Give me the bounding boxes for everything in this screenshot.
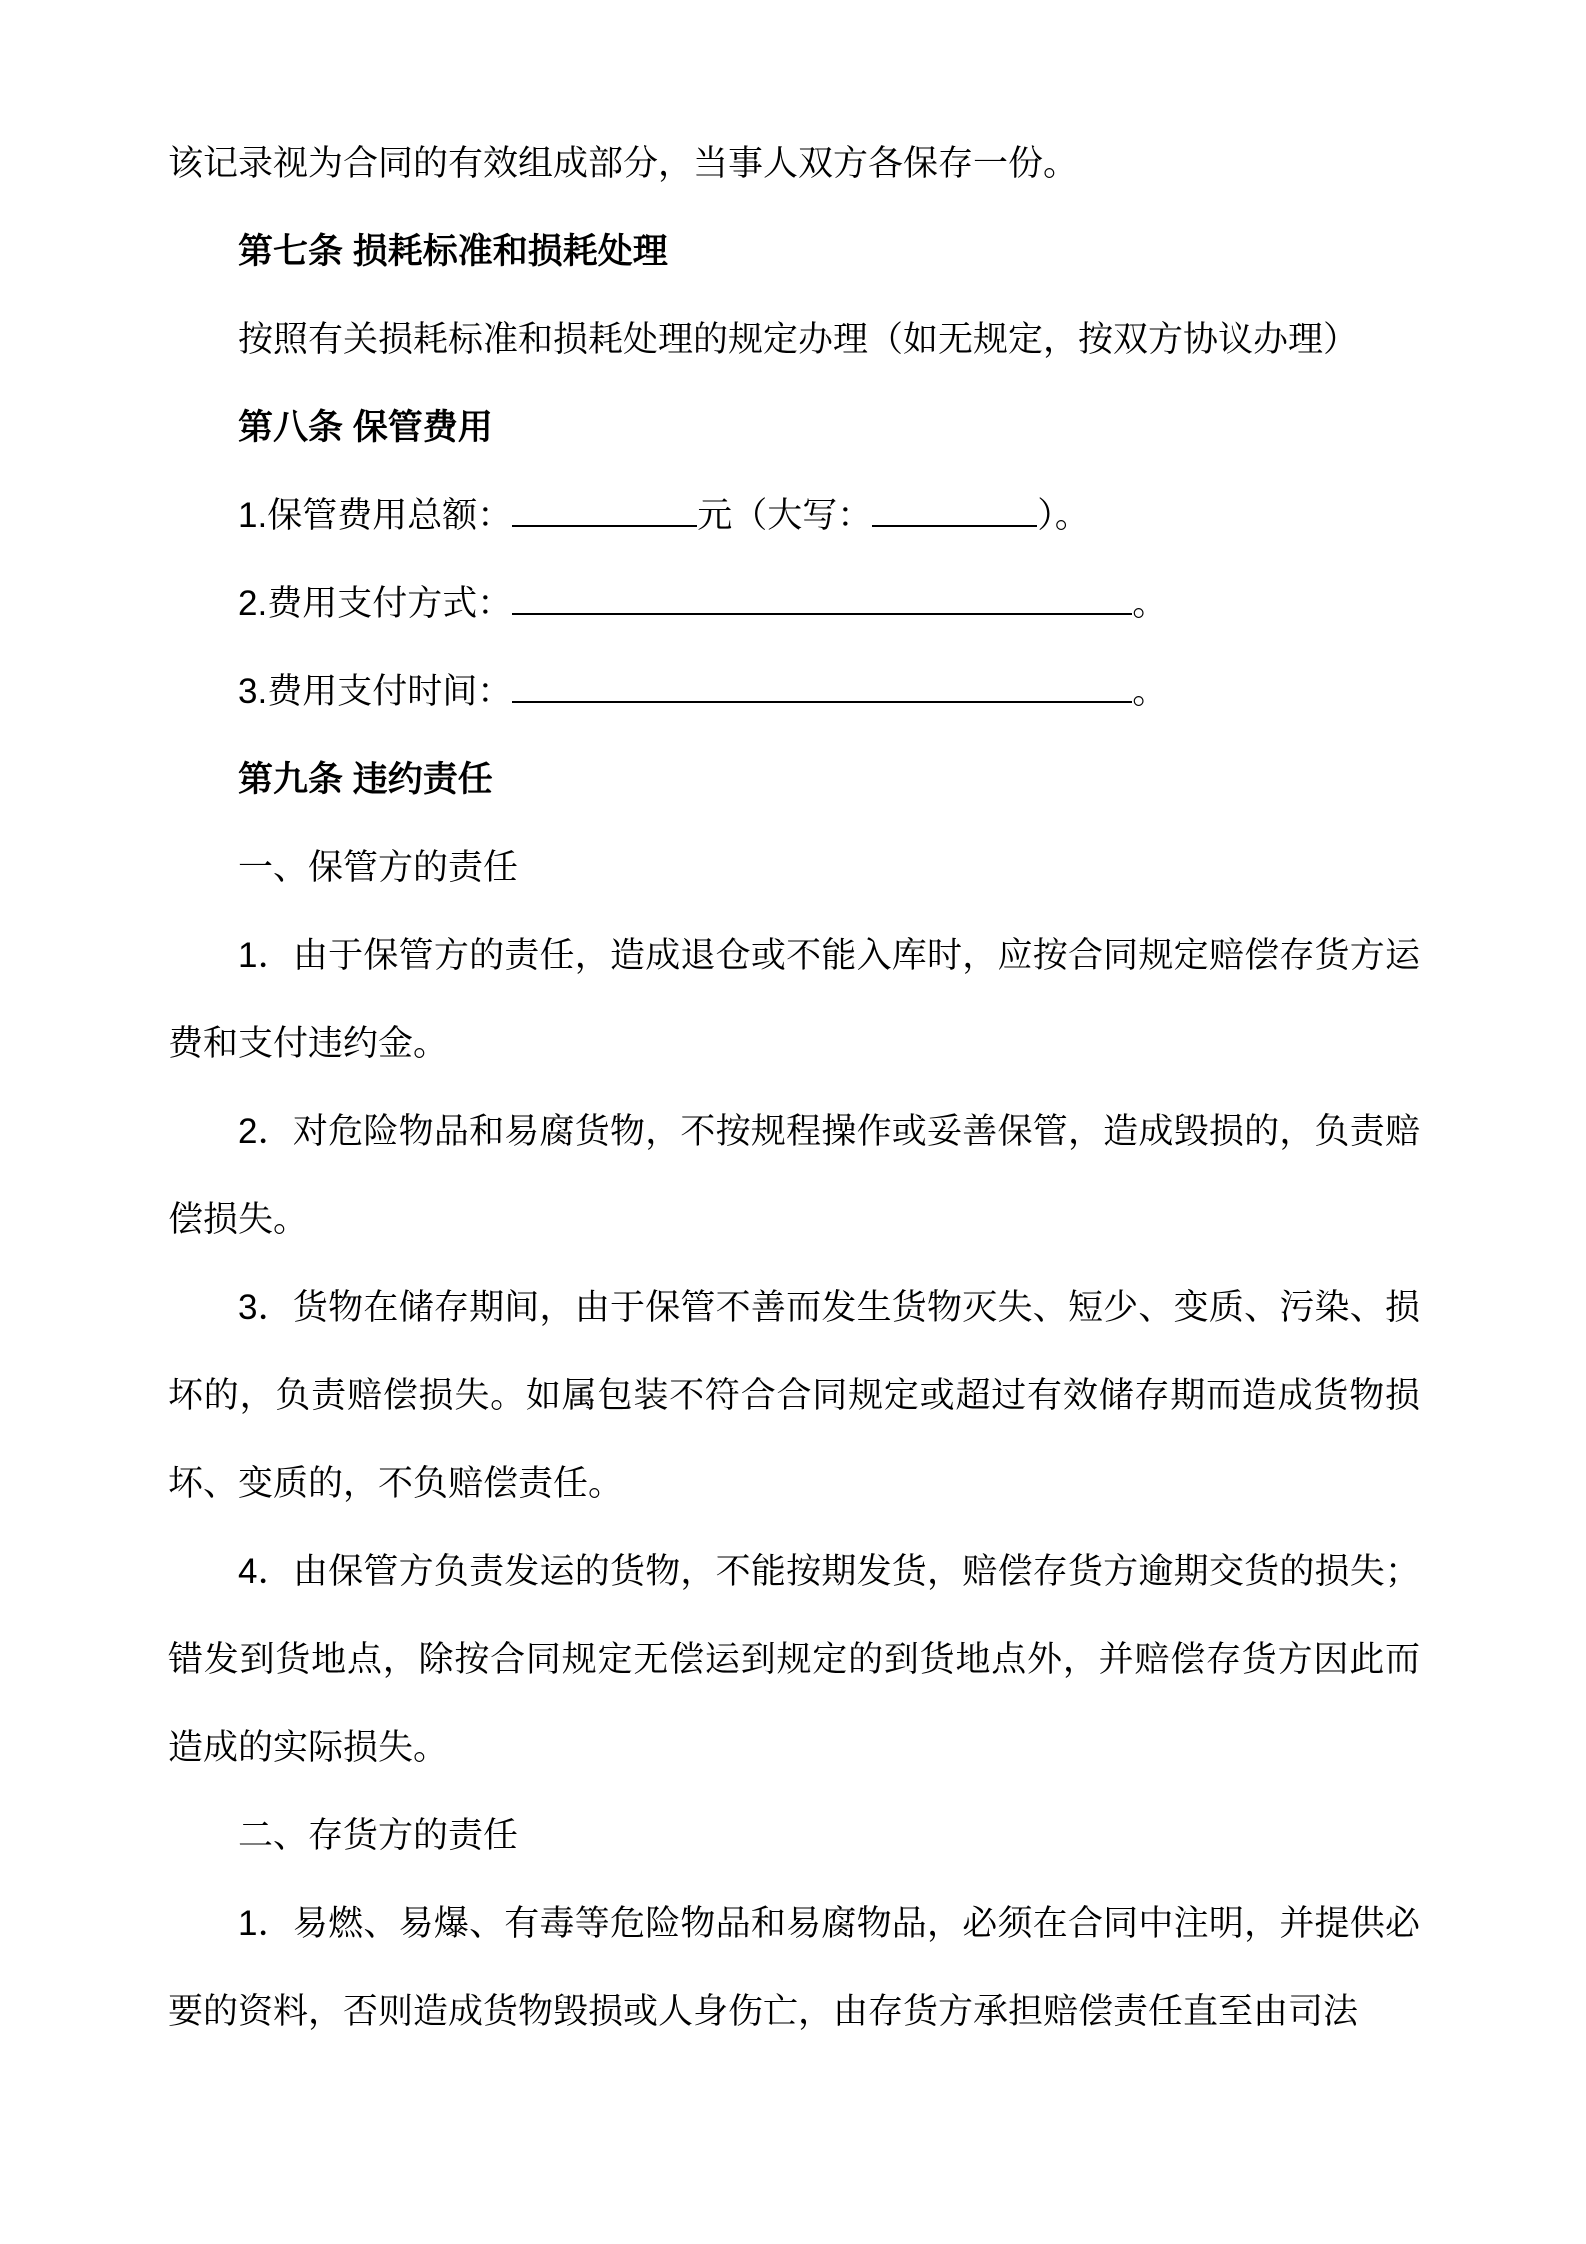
depositor-liability-item-1: 1．易燃、易爆、有毒等危险物品和易腐物品，必须在合同中注明，并提供必要的资料，否则造成货物毁损或人身伤亡，由存货方承担赔偿责任直至由司法 (168, 1904, 1420, 2031)
keeper-liability-item-2: 2．对危险物品和易腐货物，不按规程操作或妥善保管，造成毁损的，负责赔偿损失。 (168, 1112, 1420, 1239)
pay-method-end-label: 。 (1132, 584, 1168, 623)
fee-total-amount-blank[interactable] (512, 496, 697, 528)
fee-total-label: 1.保管费用总额： (238, 496, 513, 535)
pay-method-label: 2.费用支付方式： (238, 584, 513, 623)
keeper-liability-item-1: 1．由于保管方的责任，造成退仓或不能入库时，应按合同规定赔偿存货方运费和支付违约金。 (168, 936, 1420, 1063)
pay-time-line (168, 648, 1420, 736)
depositor-liability-title: 二、存货方的责任 (238, 1816, 519, 1855)
pay-method-line (168, 560, 1420, 648)
clause8-heading: 第八条 保管费用 (238, 408, 493, 447)
fee-total-line (168, 472, 1420, 560)
pay-time-end-label: 。 (1132, 672, 1168, 711)
fee-total-capital-blank[interactable] (872, 496, 1037, 528)
keeper-liability-title: 一、保管方的责任 (238, 848, 519, 887)
pay-method-blank[interactable] (512, 584, 1132, 616)
keeper-liability-item-4: 4．由保管方负责发运的货物，不能按期发货，赔偿存货方逾期交货的损失；错发到货地点，除按合同规定无偿运到规定的到货地点外，并赔偿存货方因此而造成的实际损失。 (168, 1552, 1420, 1767)
keeper-liability-item-3: 3．货物在储存期间，由于保管不善而发生货物灭失、短少、变质、污染、损坏的，负责赔偿损失。如属包装不符合合同规定或超过有效储存期而造成货物损坏、变质的，不负赔偿责任。 (168, 1288, 1420, 1503)
clause7-body: 按照有关损耗标准和损耗处理的规定办理（如无规定，按双方协议办理） (238, 320, 1359, 359)
fee-total-end-label: ）。 (1037, 496, 1090, 535)
pay-time-label: 3.费用支付时间： (238, 672, 513, 711)
pay-time-blank[interactable] (512, 672, 1132, 704)
fee-total-mid-label: 元（大写： (697, 496, 873, 535)
continuation-paragraph: 该记录视为合同的有效组成部分，当事人双方各保存一份。 (168, 144, 1079, 183)
clause9-heading: 第九条 违约责任 (238, 760, 493, 799)
clause7-heading: 第七条 损耗标准和损耗处理 (238, 232, 668, 271)
